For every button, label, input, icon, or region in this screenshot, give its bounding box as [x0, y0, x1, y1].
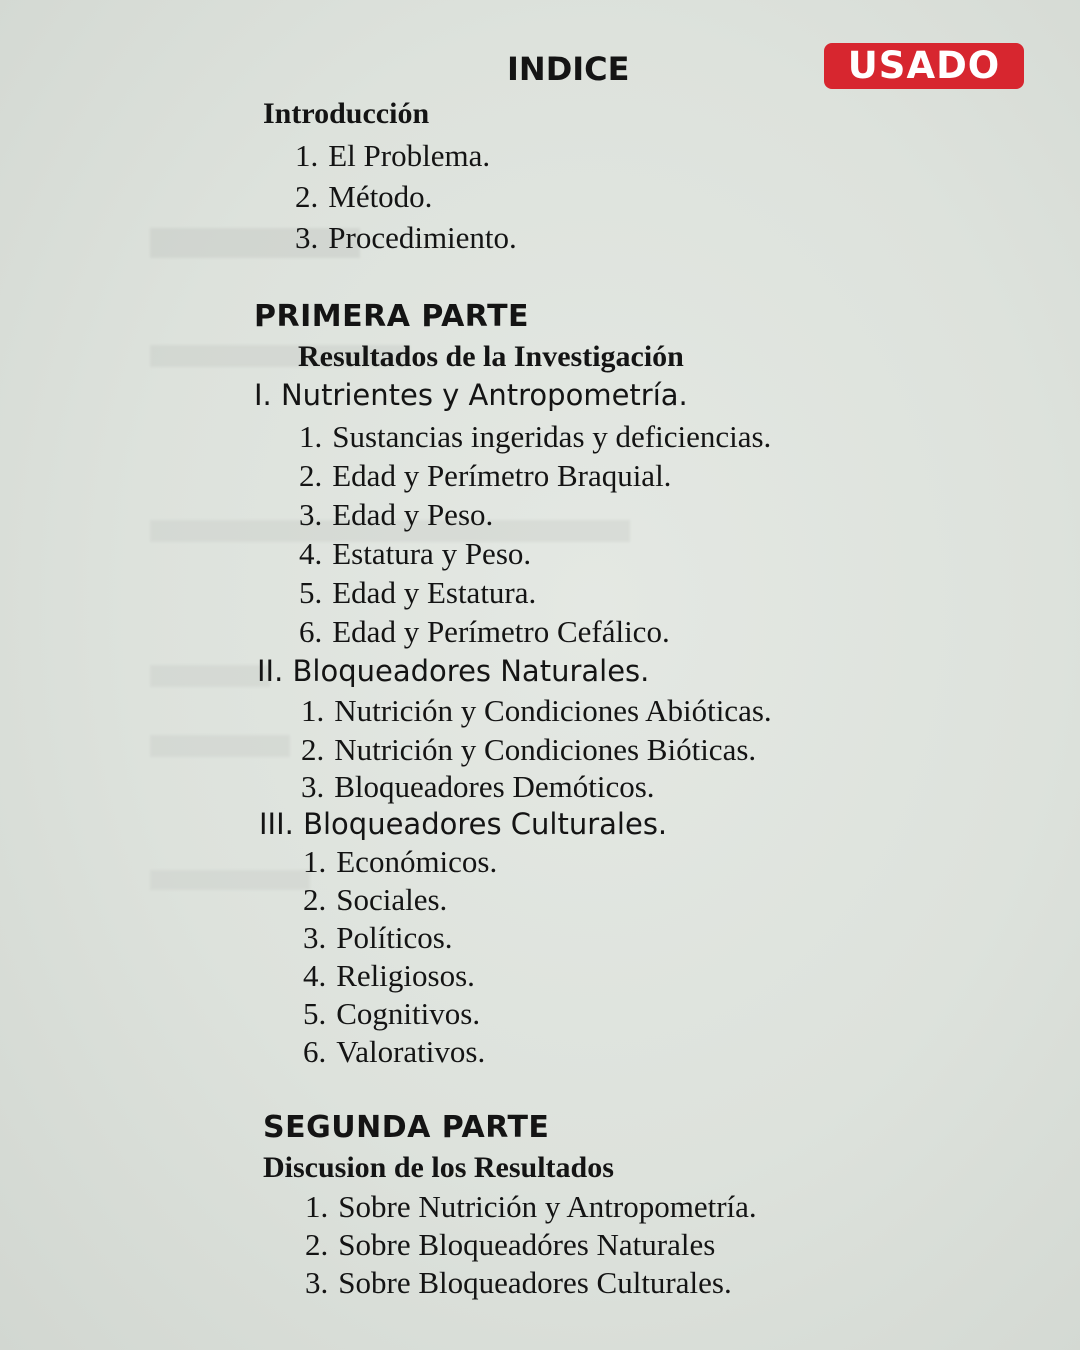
list-item: 2. Sociales. [303, 882, 448, 917]
list-item: 2. Sobre Bloqueadóres Naturales [305, 1227, 716, 1262]
part1-subheading: Resultados de la Investigación [298, 340, 684, 373]
part1-heading: PRIMERA PARTE [254, 299, 530, 334]
list-item: 3. Políticos. [303, 920, 453, 955]
list-item: 4. Estatura y Peso. [299, 536, 532, 571]
list-item: 2. Nutrición y Condiciones Bióticas. [301, 732, 757, 767]
list-item: 2. Método. [295, 179, 433, 214]
used-badge: USADO [824, 43, 1024, 89]
list-item: 4. Religiosos. [303, 958, 475, 993]
bleed-through-mark [150, 870, 310, 890]
list-item: 5. Edad y Estatura. [299, 575, 537, 610]
part2-subheading: Discusion de los Resultados [263, 1151, 614, 1184]
intro-heading: Introducción [263, 97, 430, 130]
section-heading: II. Bloqueadores Naturales. [257, 654, 650, 688]
list-item: 3. Bloqueadores Demóticos. [301, 769, 655, 804]
list-item: 3. Procedimiento. [295, 220, 517, 255]
list-item: 3. Sobre Bloqueadores Culturales. [305, 1265, 732, 1300]
list-item: 5. Cognitivos. [303, 996, 481, 1031]
list-item: 1. Sobre Nutrición y Antropometría. [305, 1189, 757, 1224]
section-heading: I. Nutrientes y Antropometría. [254, 378, 688, 412]
list-item: 2. Edad y Perímetro Braquial. [299, 458, 672, 493]
list-item: 1. Sustancias ingeridas y deficiencias. [299, 419, 772, 454]
bleed-through-mark [150, 665, 270, 687]
part2-heading: SEGUNDA PARTE [263, 1110, 550, 1145]
list-item: 1. Económicos. [303, 844, 498, 879]
list-item: 3. Edad y Peso. [299, 497, 494, 532]
list-item: 1. El Problema. [295, 138, 491, 173]
list-item: 1. Nutrición y Condiciones Abióticas. [301, 693, 772, 728]
list-item: 6. Valorativos. [303, 1034, 486, 1069]
section-heading: III. Bloqueadores Culturales. [259, 807, 668, 841]
list-item: 6. Edad y Perímetro Cefálico. [299, 614, 670, 649]
index-title: INDICE [507, 50, 630, 88]
bleed-through-mark [150, 735, 290, 757]
